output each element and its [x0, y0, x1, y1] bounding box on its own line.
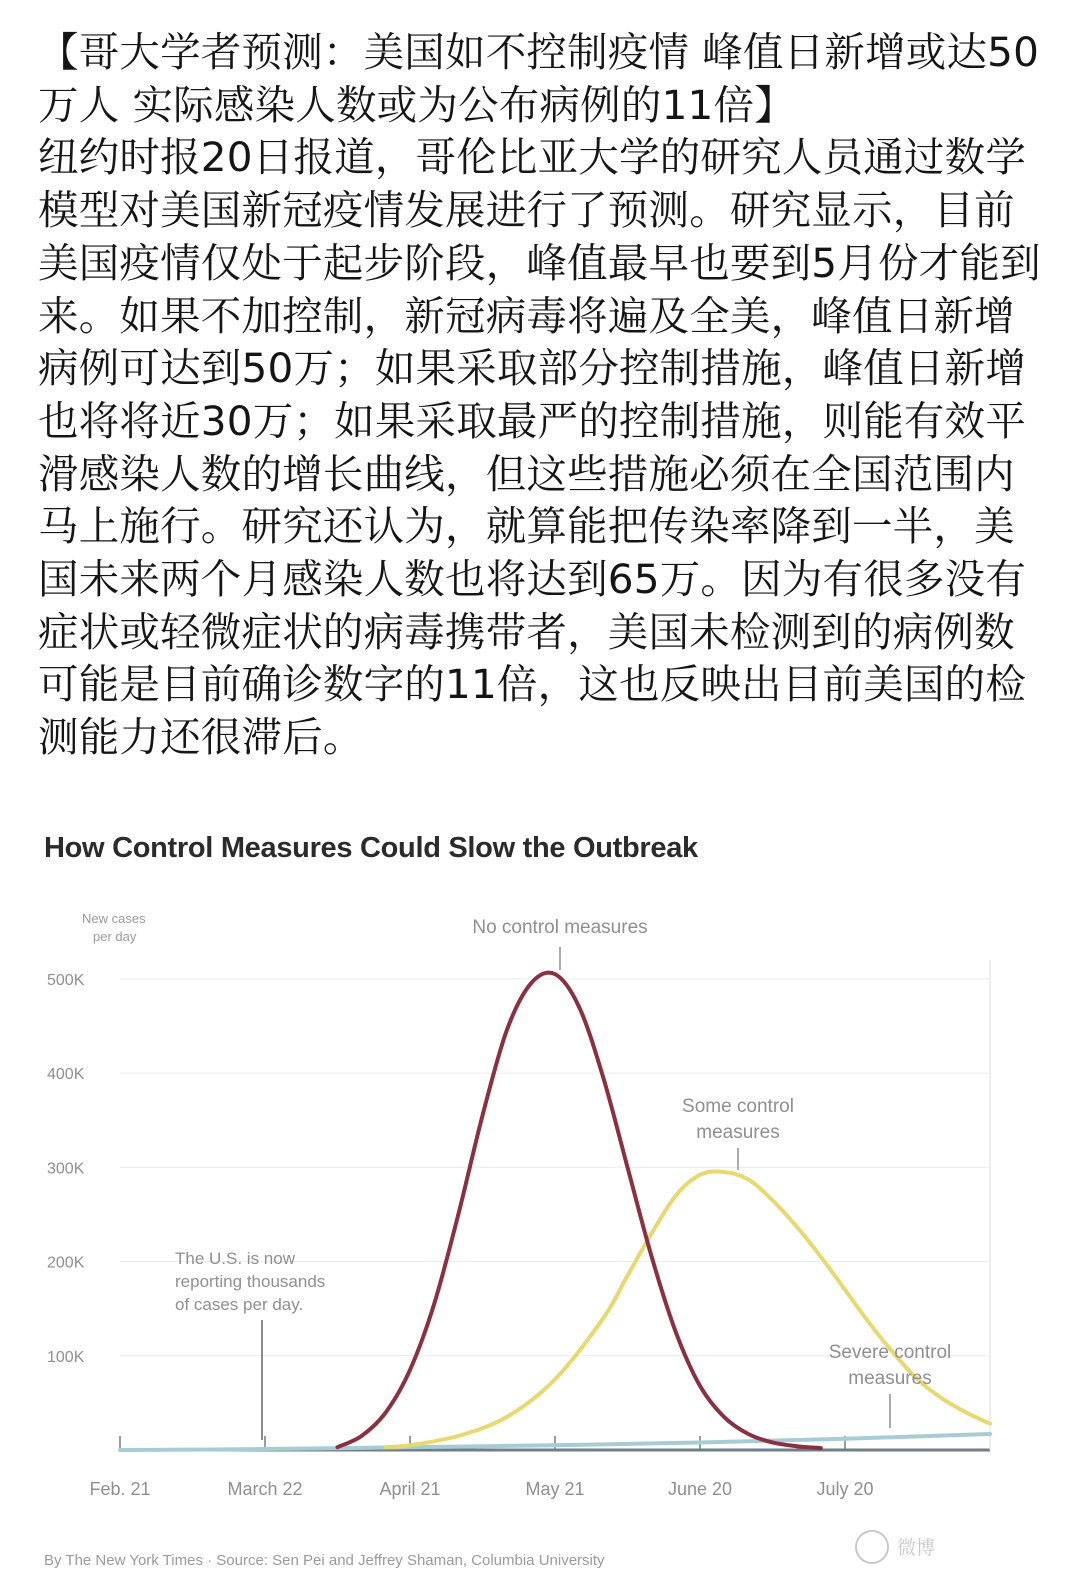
- y-tick-label: 400K: [47, 1066, 85, 1084]
- y-tick-label: 200K: [47, 1254, 85, 1272]
- y-axis-label: New cases: [82, 911, 146, 926]
- article-body: 纽约时报20日报道，哥伦比亚大学的研究人员通过数学模型对美国新冠疫情发展进行了预测。研究显示，目前美国疫情仅处于起步阶段，峰值最早也要到5月份才能到来。如果不加控制，新冠病毒将遍及全美，峰值日新增病例可达到50万；如果采取部分控制措施，峰值日新增也将将近30万；如果采取最严的控制措施，则能有效平滑感染人数的增长曲线，但这些措施必须在全国范围内马上施行。研究还认为，就算能把传染率降到一半，美国未来两个月感染人数也将达到65万。因为有很多没有症状或轻微症状的病毒携带者，美国未检测到的病例数可能是目前确诊数字的11倍，这也反映出目前美国的检测能力还很滞后。: [38, 133, 1041, 762]
- weibo-watermark: [856, 1531, 935, 1563]
- x-tick-label: May 21: [525, 1479, 585, 1499]
- annotation-some-control: Some control: [682, 1096, 794, 1117]
- annotation-severe-control: Severe control: [828, 1342, 952, 1363]
- annotation-no-control: No control measures: [472, 917, 648, 938]
- y-tick-labels: [47, 972, 85, 1366]
- series-line-no-control-measures: [338, 973, 821, 1448]
- chart-source: By The New York Times · Source: Sen Pei and Jeffrey Shaman, Columbia University: [44, 1552, 605, 1569]
- x-tick-labels: [89, 1479, 873, 1499]
- article-headline: 【哥大学者预测：美国如不控制疫情 峰值日新增或达50万人 实际感染人数或为公布病例的11倍】: [38, 28, 1040, 129]
- x-tick-label: June 20: [667, 1479, 733, 1499]
- annotation-us-note: The U.S. is now: [175, 1249, 295, 1268]
- chart-title: How Control Measures Could Slow the Outbreak: [44, 832, 698, 864]
- article: [38, 26, 1048, 764]
- y-tick-label: 300K: [47, 1160, 85, 1178]
- chart: [0, 880, 1080, 1578]
- chart-annotations: [82, 911, 951, 1440]
- x-tick-label: April 21: [379, 1479, 441, 1499]
- annotation-some-control: measures: [696, 1122, 780, 1143]
- x-tick-label: July 20: [816, 1479, 874, 1499]
- weibo-logo-icon: [856, 1531, 888, 1563]
- x-tick-label: March 22: [227, 1479, 303, 1499]
- y-tick-label: 100K: [47, 1348, 85, 1366]
- annotation-us-note: of cases per day.: [175, 1295, 304, 1314]
- y-tick-label: 500K: [47, 971, 85, 989]
- series-line-some-control-measures: [386, 1172, 990, 1448]
- watermark-text: 微博: [897, 1538, 936, 1559]
- annotation-us-note: reporting thousands: [175, 1272, 326, 1291]
- y-axis-label: per day: [93, 929, 137, 944]
- x-tick-label: Feb. 21: [89, 1479, 151, 1499]
- annotation-severe-control: measures: [848, 1368, 932, 1389]
